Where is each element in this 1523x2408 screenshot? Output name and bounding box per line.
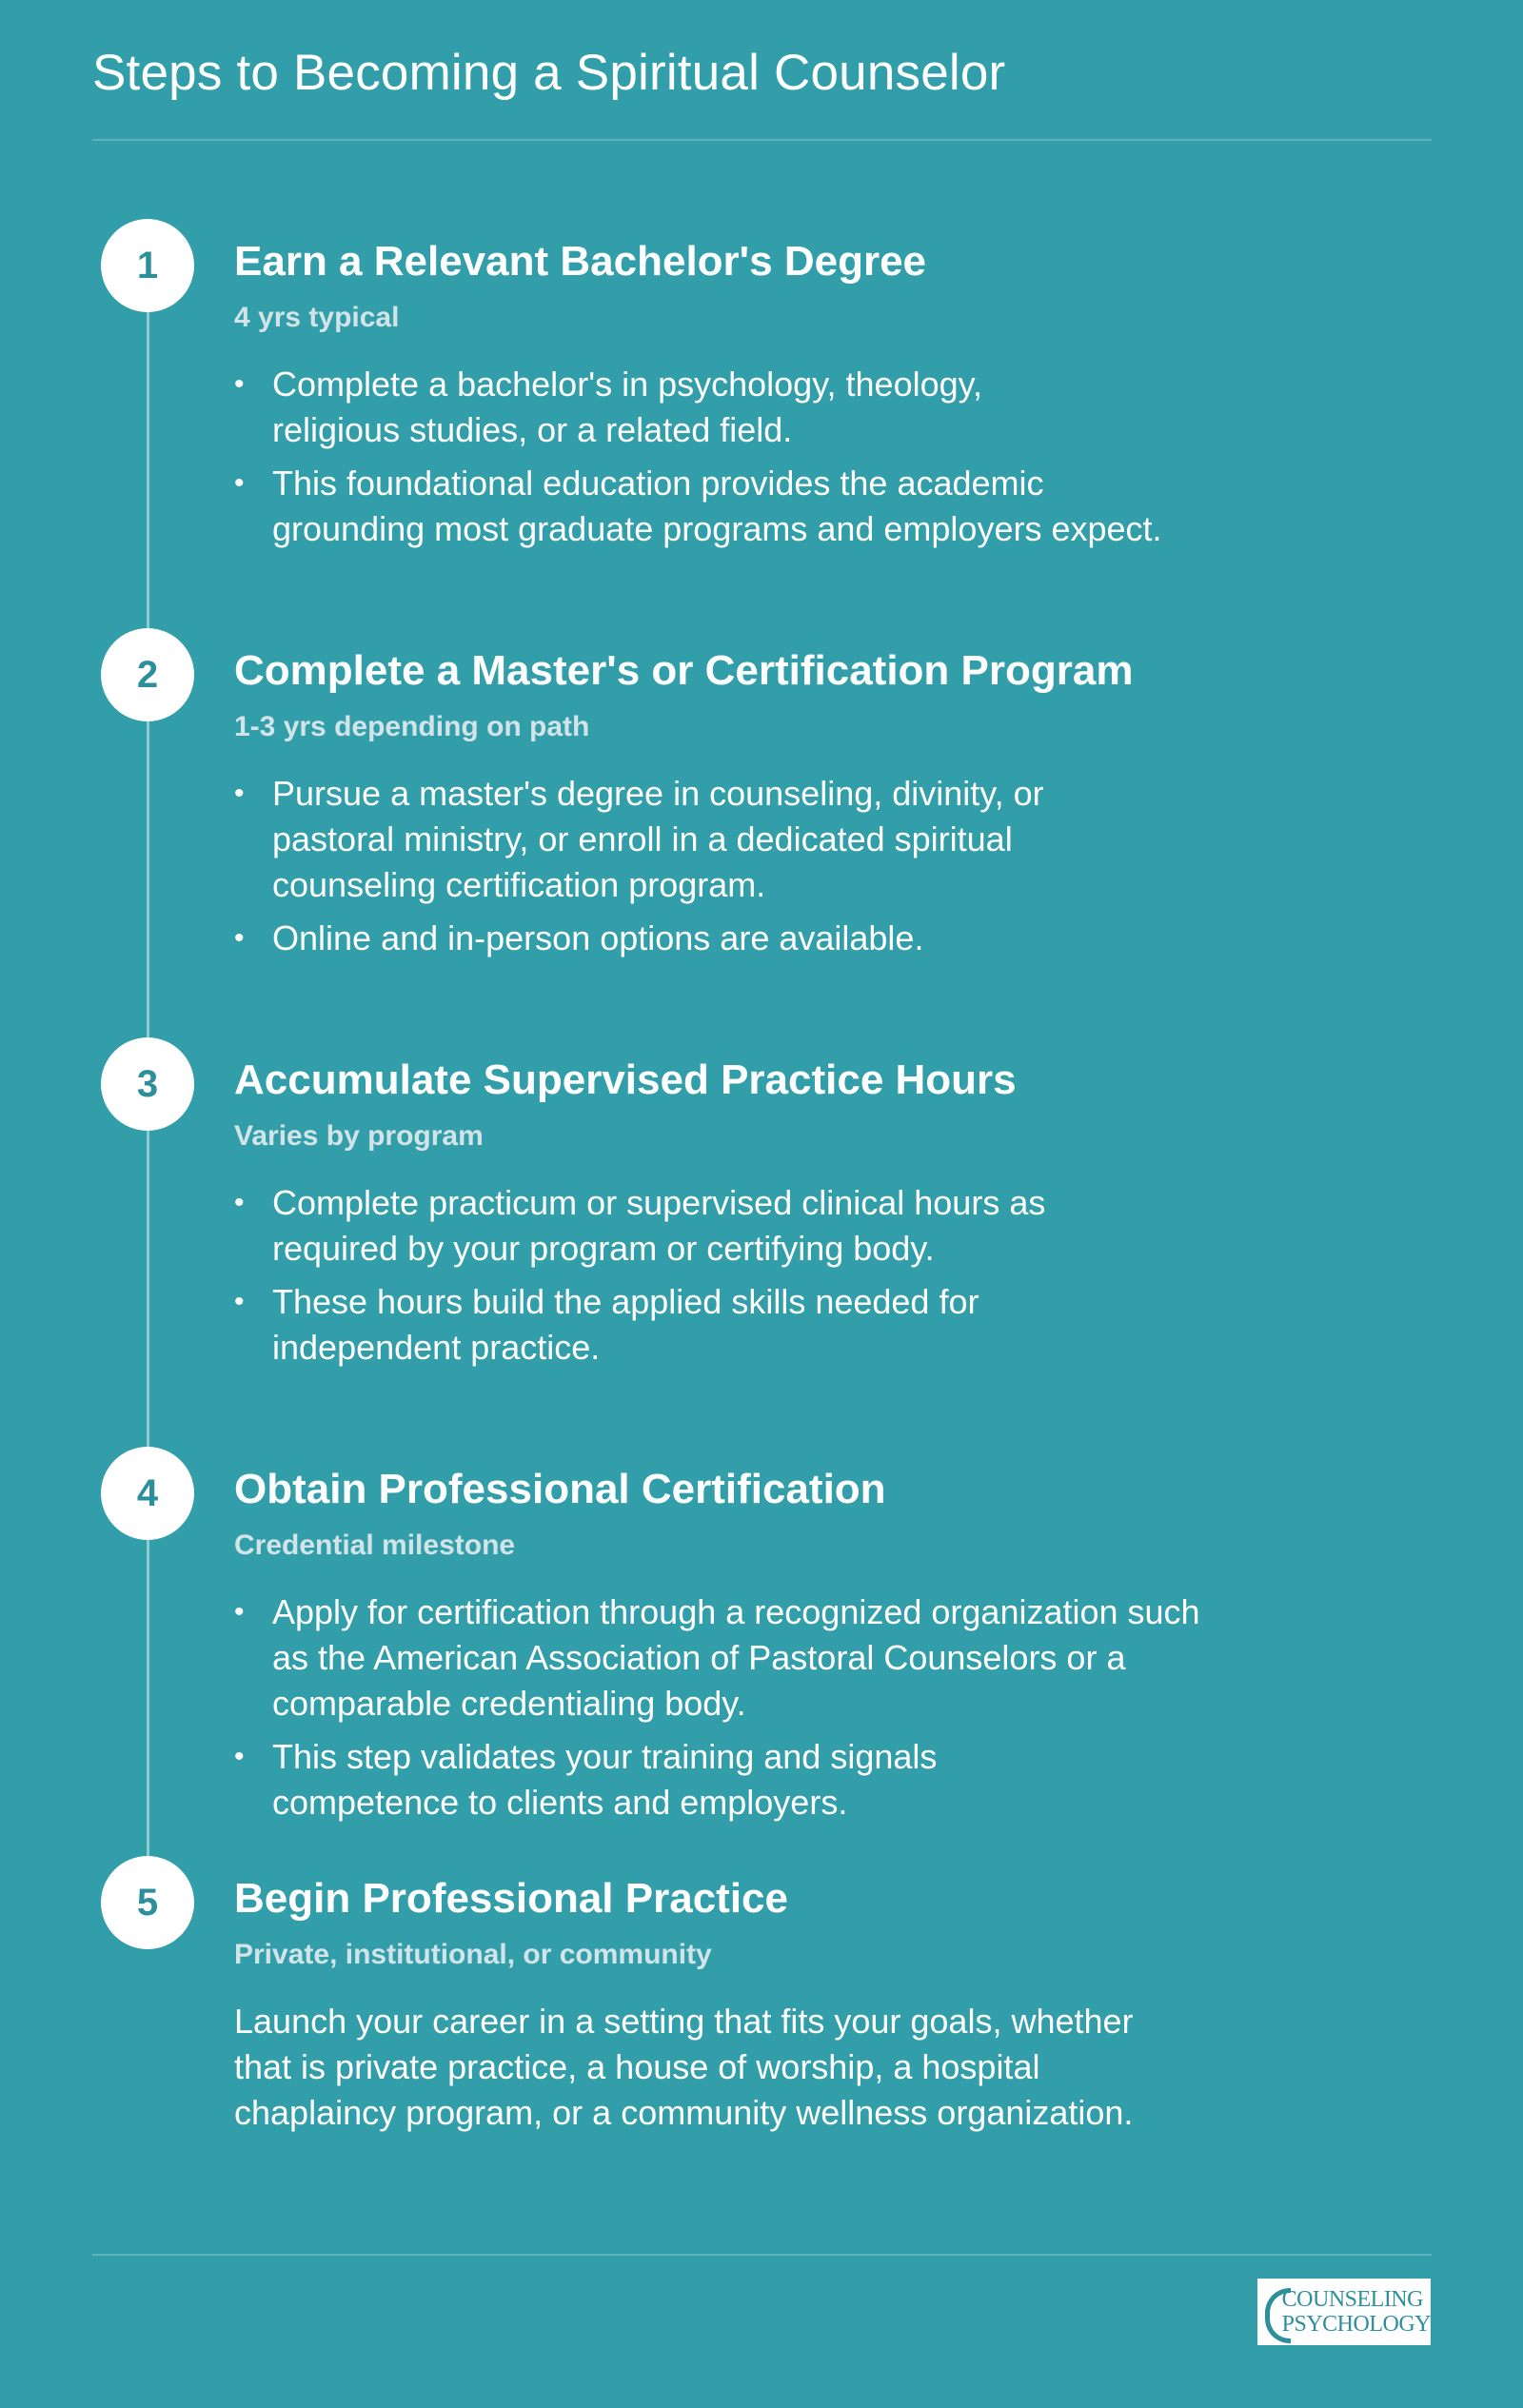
list-item: • These hours build the applied skills needed for independent practice.: [234, 1279, 1091, 1371]
list-item: • Complete practicum or supervised clinical hours as required by your program or certifying body.: [234, 1180, 1148, 1272]
header-divider: [92, 139, 1432, 141]
footer-divider: [92, 2254, 1432, 2256]
list-item: • This step validates your training and signals competence to clients and employers.: [234, 1734, 1091, 1826]
step-bullet-list: [234, 1180, 1148, 1378]
logo-line-1: COUNSELING: [1281, 2287, 1423, 2312]
brand-logo: [1257, 2279, 1431, 2345]
list-item: • Online and in-person options are available.: [234, 916, 1110, 961]
step-duration: Private, institutional, or community: [234, 1939, 712, 1970]
list-item: • Apply for certification through a recognized organization such as the American Association of Pastoral Counselors or a comparable credentialing body.: [234, 1589, 1205, 1727]
step-duration: 4 yrs typical: [234, 302, 400, 333]
step-number-badge: 3: [101, 1037, 194, 1131]
step-description: Launch your career in a setting that fits your goals, whether that is private practice, a house of worship, a hospital chaplaincy program, or a community wellness organization.: [234, 2002, 1134, 2132]
step-duration: 1-3 yrs depending on path: [234, 711, 590, 742]
logo-line-2: PSYCHOLOGY: [1281, 2312, 1431, 2337]
step-number-badge: 4: [101, 1447, 194, 1540]
step-title: Earn a Relevant Bachelor's Degree: [234, 238, 927, 285]
step-bullet-list: [234, 771, 1110, 969]
step-bullet-list: [234, 362, 1205, 560]
step-title: Begin Professional Practice: [234, 1875, 788, 1922]
step-duration: Varies by program: [234, 1120, 484, 1152]
step-number-badge: 5: [101, 1856, 194, 1949]
list-item: • Pursue a master's degree in counseling, divinity, or pastoral ministry, or enroll in a dedicated spiritual counseling certification program.: [234, 771, 1110, 908]
step-title: Complete a Master's or Certification Program: [234, 647, 1134, 694]
step-number-badge: 2: [101, 628, 194, 721]
step-bullet-list: [234, 1589, 1205, 1833]
logo-head-icon: [1257, 2279, 1282, 2345]
list-item: • This foundational education provides the academic grounding most graduate programs and employers expect.: [234, 461, 1205, 552]
list-item: • Complete a bachelor's in psychology, theology, religious studies, or a related field.: [234, 362, 1053, 453]
step-duration: Credential milestone: [234, 1530, 516, 1561]
step-title: Obtain Professional Certification: [234, 1466, 886, 1512]
step-title: Accumulate Supervised Practice Hours: [234, 1056, 1017, 1103]
step-number-badge: 1: [101, 219, 194, 312]
page-title: Steps to Becoming a Spiritual Counselor: [92, 45, 1006, 101]
